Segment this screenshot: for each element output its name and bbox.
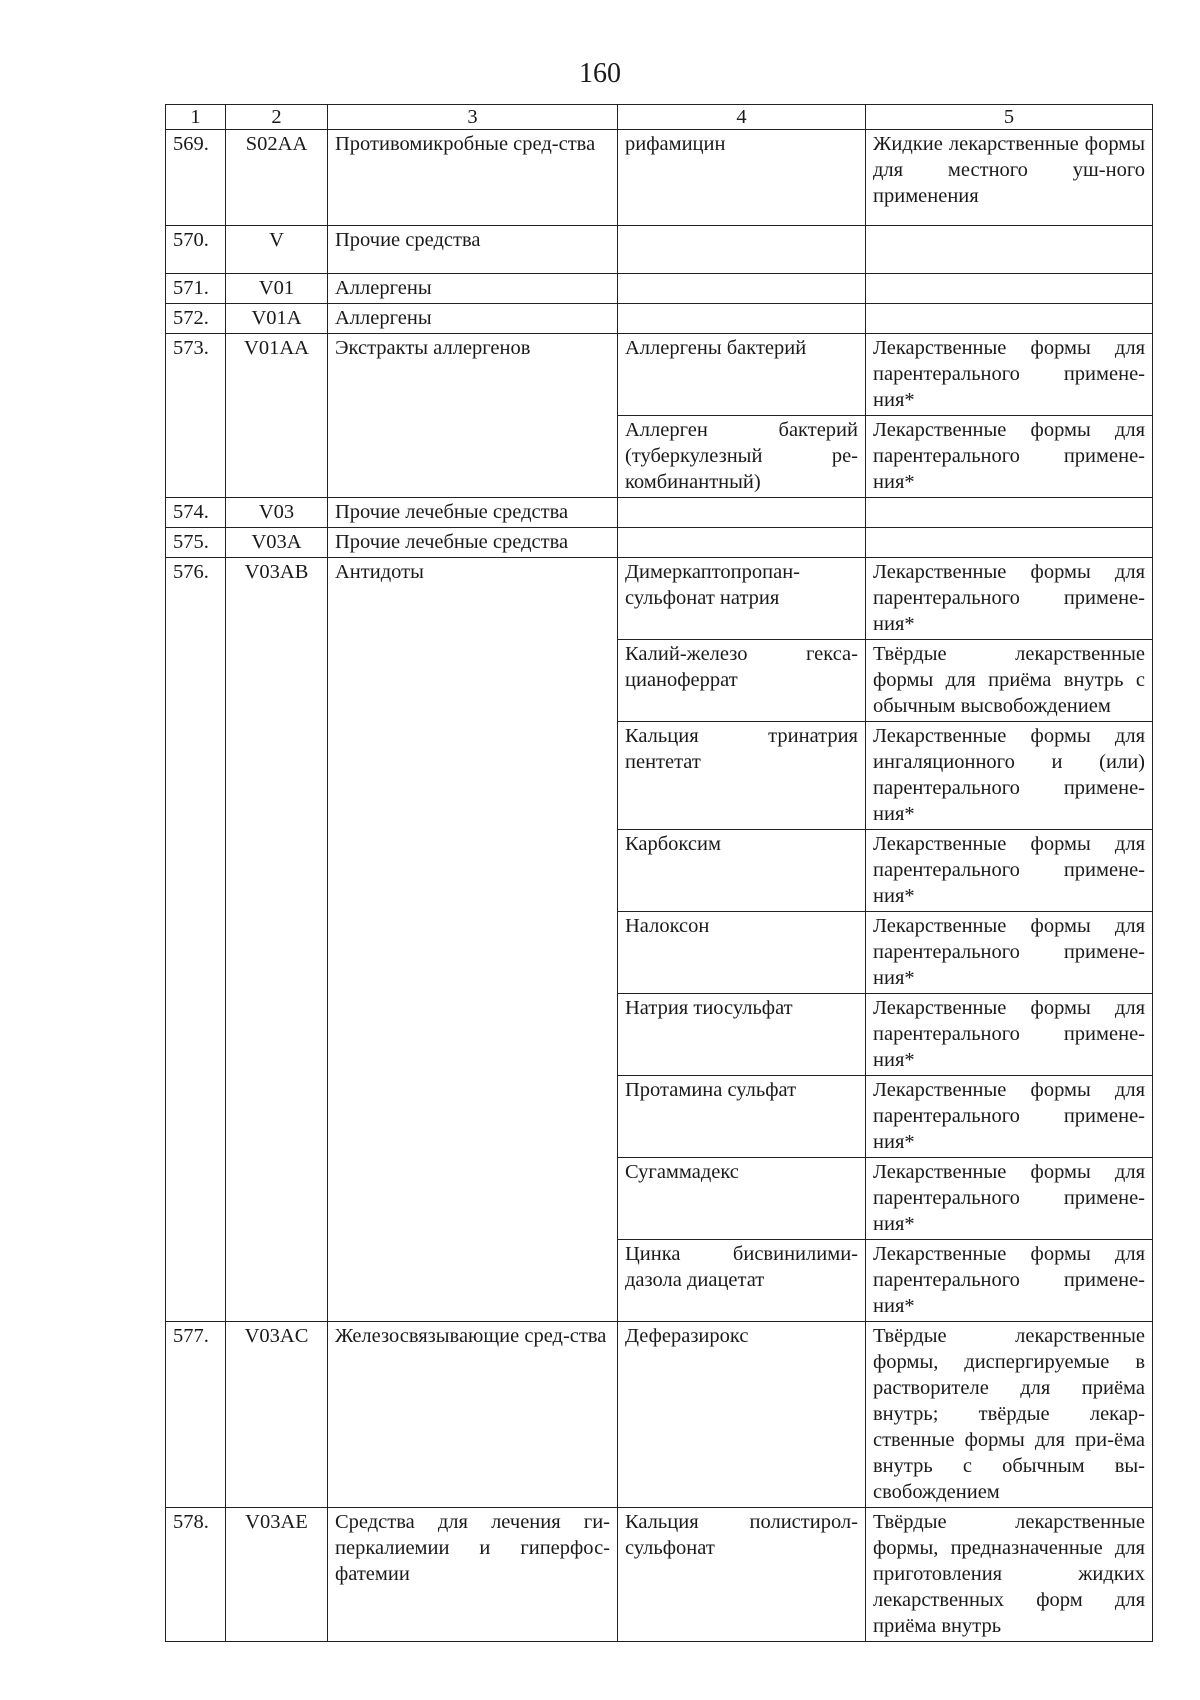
- atc-code: S02AA: [226, 130, 328, 226]
- atc-group: Прочие лечебные средства: [328, 498, 618, 528]
- drug-list-table: [165, 104, 1153, 1642]
- table-row: [166, 304, 1153, 334]
- dosage-form: Лекарственные формы для парентерального примене-ния*: [866, 416, 1153, 498]
- substance-name: [618, 226, 866, 274]
- substance-name: Калий-железо гекса-цианоферрат: [618, 640, 866, 722]
- atc-code: V03A: [226, 528, 328, 558]
- atc-group: Железосвязывающие сред-ства: [328, 1322, 618, 1508]
- atc-code: V03AB: [226, 558, 328, 1322]
- substance-name: Протамина сульфат: [618, 1076, 866, 1158]
- column-header: 1: [166, 105, 226, 130]
- substance-name: Цинка бисвинилими-дазола диацетат: [618, 1240, 866, 1322]
- table-row: [166, 226, 1153, 274]
- dosage-form: Лекарственные формы для парентерального примене-ния*: [866, 334, 1153, 416]
- substance-name: [618, 528, 866, 558]
- dosage-form: Лекарственные формы для парентерального примене-ния*: [866, 1076, 1153, 1158]
- dosage-form: Лекарственные формы для парентерального примене-ния*: [866, 1240, 1153, 1322]
- column-header: 5: [866, 105, 1153, 130]
- row-number: 570.: [166, 226, 226, 274]
- table-row: [166, 498, 1153, 528]
- table-row: [166, 334, 1153, 416]
- substance-name: Аллерген бактерий (туберкулезный ре-комбинантный): [618, 416, 866, 498]
- substance-name: Карбоксим: [618, 830, 866, 912]
- dosage-form: Жидкие лекарственные формы для местного уш-ного применения: [866, 130, 1153, 226]
- atc-group: Аллергены: [328, 304, 618, 334]
- dosage-form: Лекарственные формы для парентерального примене-ния*: [866, 912, 1153, 994]
- row-number: 577.: [166, 1322, 226, 1508]
- dosage-form: Лекарственные формы для парентерального примене-ния*: [866, 830, 1153, 912]
- atc-group: Антидоты: [328, 558, 618, 1322]
- row-number: 575.: [166, 528, 226, 558]
- dosage-form: Лекарственные формы для ингаляционного и (или) парентерального примене-ния*: [866, 722, 1153, 830]
- table-row: [166, 1322, 1153, 1508]
- row-number: 571.: [166, 274, 226, 304]
- dosage-form: Лекарственные формы для парентерального примене-ния*: [866, 994, 1153, 1076]
- dosage-form: Твёрдые лекарственные формы, диспергируемые в растворителе для приёма внутрь; твёрдые лекар-ственные формы для при-ёма внутрь с обычным вы-свобождением: [866, 1322, 1153, 1508]
- atc-code: V: [226, 226, 328, 274]
- dosage-form: Лекарственные формы для парентерального примене-ния*: [866, 558, 1153, 640]
- dosage-form: [866, 498, 1153, 528]
- column-header: 4: [618, 105, 866, 130]
- row-number: 574.: [166, 498, 226, 528]
- substance-name: [618, 498, 866, 528]
- table-row: [166, 274, 1153, 304]
- substance-name: Кальция тринатрия пентетат: [618, 722, 866, 830]
- substance-name: [618, 304, 866, 334]
- atc-group: Прочие средства: [328, 226, 618, 274]
- substance-name: [618, 274, 866, 304]
- row-number: 573.: [166, 334, 226, 498]
- table-row: [166, 528, 1153, 558]
- substance-name: Димеркаптопропан-сульфонат натрия: [618, 558, 866, 640]
- substance-name: Натрия тиосульфат: [618, 994, 866, 1076]
- dosage-form: [866, 226, 1153, 274]
- row-number: 569.: [166, 130, 226, 226]
- atc-group: Противомикробные сред-ства: [328, 130, 618, 226]
- atc-code: V03: [226, 498, 328, 528]
- substance-name: Сугаммадекс: [618, 1158, 866, 1240]
- row-number: 572.: [166, 304, 226, 334]
- atc-code: V03AC: [226, 1322, 328, 1508]
- atc-group: Средства для лечения ги-перкалиемии и гиперфос-фатемии: [328, 1508, 618, 1642]
- atc-code: V03AE: [226, 1508, 328, 1642]
- substance-name: Налоксон: [618, 912, 866, 994]
- dosage-form: [866, 304, 1153, 334]
- atc-group: Аллергены: [328, 274, 618, 304]
- atc-code: V01A: [226, 304, 328, 334]
- dosage-form: [866, 528, 1153, 558]
- atc-group: Экстракты аллергенов: [328, 334, 618, 498]
- substance-name: Аллергены бактерий: [618, 334, 866, 416]
- dosage-form: Твёрдые лекарственные формы, предназначенные для приготовления жидких лекарственных форм для приёма внутрь: [866, 1508, 1153, 1642]
- column-header: 2: [226, 105, 328, 130]
- dosage-form: [866, 274, 1153, 304]
- dosage-form: Лекарственные формы для парентерального примене-ния*: [866, 1158, 1153, 1240]
- substance-name: рифамицин: [618, 130, 866, 226]
- atc-code: V01AA: [226, 334, 328, 498]
- table-row: [166, 1508, 1153, 1642]
- table-row: [166, 558, 1153, 640]
- column-header: 3: [328, 105, 618, 130]
- page-number: 160: [579, 58, 621, 89]
- dosage-form: Твёрдые лекарственные формы для приёма внутрь с обычным высвобождением: [866, 640, 1153, 722]
- table-row: [166, 130, 1153, 226]
- substance-name: Кальция полистирол-сульфонат: [618, 1508, 866, 1642]
- row-number: 576.: [166, 558, 226, 1322]
- atc-group: Прочие лечебные средства: [328, 528, 618, 558]
- substance-name: Деферазирокс: [618, 1322, 866, 1508]
- row-number: 578.: [166, 1508, 226, 1642]
- atc-code: V01: [226, 274, 328, 304]
- table-header-row: [166, 105, 1153, 130]
